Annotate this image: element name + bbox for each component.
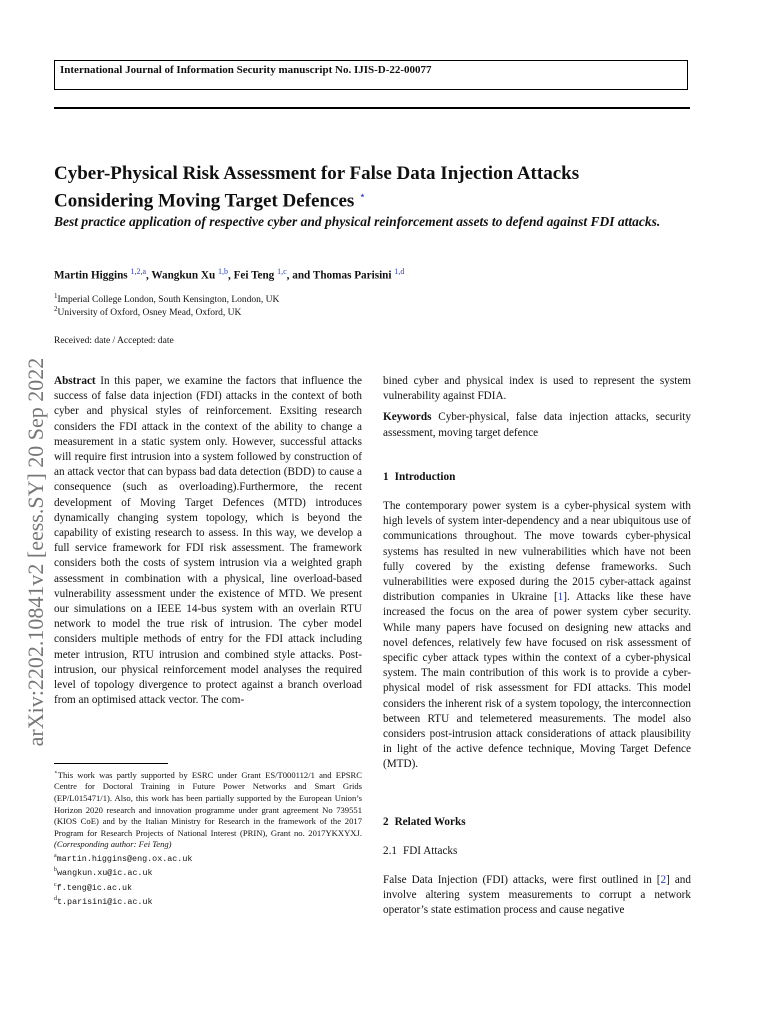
- funding-footnote: [54, 768, 362, 851]
- email-link[interactable]: martin.higgins@eng.ox.ac.uk: [56, 853, 193, 864]
- keywords-label: Keywords: [383, 411, 432, 424]
- funding-text: This work was partly supported by ESRC under Grant ES/T000112/1 and EPSRC Centre for Doctoral Training in Future Power Networks and Smart Grids (EP/L015471/1). Also, this work has been partially supported by the European Union’s Horizon 2020 research and innovation programme under grant agreement No 739551 (KIOS CoE) and by the Italian Ministry for Research in the framework of the 2017 Program for Research Projects of National Interest (PRIN), Grant no. 2017YKXYXJ.: [54, 769, 362, 838]
- author-name: Thomas Parisini: [312, 269, 392, 282]
- citation-link[interactable]: 1: [557, 591, 564, 604]
- related-works-paragraph: [383, 873, 691, 919]
- footnote-rule: [54, 763, 168, 764]
- paragraph-text: ] and involve altering system measurements to corrupt a network operator’s state estimation process and cause negative: [383, 874, 691, 917]
- subsection-number: 2.1: [383, 845, 397, 857]
- email-footnote: [54, 865, 362, 879]
- introduction-paragraph: [383, 499, 691, 773]
- affiliation-text: University of Oxford, Osney Mead, Oxford, UK: [57, 308, 242, 319]
- section-heading-related-works: [383, 816, 466, 828]
- citation-link[interactable]: 2: [660, 874, 667, 886]
- abstract-text: In this paper, we examine the factors that influence the success of false data injection (FDI) attacks in the context of both cyber and physical styles of reinforcement. Exsiting research considers the FDI attack in the context of the ability to change a measurement in a static system only. However, successful attacks will require first intrusion into a system followed by construction of an attack vector that can bypass bad data detection (BDD) to cause a consequence (such as overloading).Furthermore, the recent development of Moving Target Defences (MTD) introduces dynamically changing system topology, which is beyond the capability of existing research to assess. In this way, we develop a full service framework for FDI risk assessment. The framework considers both the costs of system intrusion via a weighted graph assessment in combination with a physical, line overload-based vulnerability assessment under the existence of MTD. We present our simulations on a IEEE 14-bus system with an overlain RTU network to model the true risk of intrusion. The cyber model considers multiple methods of entry for the FDI attack including meter intrusion, RTU intrusion and combined style attacks. Post-intrusion, our physical reinforcement model analyses the required level of topology divergence to protect against a branch overload from an optimised attack vector. The com-: [54, 375, 362, 707]
- affiliation-text: Imperial College London, South Kensington, London, UK: [57, 295, 280, 306]
- keywords-text: Cyber-physical, false data injection attacks, security assessment, moving target defence: [383, 411, 692, 439]
- author-separator: , and: [286, 269, 313, 282]
- affiliation: [54, 292, 279, 305]
- title-line-1: Cyber-Physical Risk Assessment for False Data Injection Attacks: [54, 163, 580, 184]
- footnote-mark: c: [54, 881, 57, 888]
- paper-subtitle: Best practice application of respective cyber and physical reinforcement assets to defend against FDI attacks.: [54, 214, 661, 229]
- author-separator: ,: [146, 269, 152, 282]
- footnote-mark: b: [54, 867, 57, 874]
- author-mark[interactable]: 1,b: [217, 267, 228, 276]
- paragraph-text: The contemporary power system is a cyber-physical system with high levels of system inter-dependency and a near ubiquitous use of communications throughout. The move towards cyber-physical systems has resulted in new vulnerabilities which have not been fully covered by the existing defense frameworks. Such vulnerabilities were exposed during the 2015 cyber-attack against distribution companies in Ukraine [: [383, 500, 691, 604]
- email-link[interactable]: wangkun.xu@ic.ac.uk: [57, 868, 153, 879]
- footnote-mark: ⋆: [54, 770, 58, 776]
- email-footnote: [54, 894, 362, 908]
- author-name: Martin Higgins: [54, 269, 128, 282]
- author-name: Fei Teng: [233, 269, 275, 282]
- abstract: [54, 374, 362, 708]
- section-title: Related Works: [394, 816, 466, 828]
- author-mark[interactable]: 1,2,a: [130, 267, 147, 276]
- abstract-continuation: bined cyber and physical index is used to represent the system vulnerability against FDIA.: [383, 375, 691, 403]
- author-separator: ,: [227, 269, 234, 282]
- section-title: Introduction: [394, 471, 456, 483]
- corresponding-author-note: (Corresponding author: Fei Teng): [54, 839, 172, 850]
- keywords: [383, 410, 691, 440]
- section-number: 2: [383, 816, 389, 828]
- footnote-mark: d: [54, 896, 57, 903]
- paper-title: [54, 162, 694, 212]
- author-mark[interactable]: 1,d: [394, 267, 405, 276]
- email-link[interactable]: t.parisini@ic.ac.uk: [57, 897, 153, 908]
- paragraph-text: False Data Injection (FDI) attacks, were first outlined in [: [383, 874, 661, 886]
- title-footnote-mark[interactable]: ⋆: [359, 190, 366, 202]
- affiliation-mark: 2: [54, 305, 58, 313]
- arxiv-stamp: arXiv:2202.10841v2 [eess.SY] 20 Sep 2022: [23, 357, 48, 747]
- author-mark[interactable]: 1,c: [277, 267, 287, 276]
- author-name: Wangkun Xu: [151, 269, 216, 282]
- author-list: [54, 267, 694, 282]
- header-rule: [54, 107, 690, 109]
- journal-header: International Journal of Information Security manuscript No. IJIS-D-22-00077: [54, 60, 688, 90]
- section-number: 1: [383, 471, 389, 483]
- abstract-label: Abstract: [54, 375, 96, 387]
- footnote-mark: a: [54, 853, 57, 860]
- email-link[interactable]: f.teng@ic.ac.uk: [56, 882, 133, 893]
- email-footnote: [54, 880, 362, 894]
- section-heading-introduction: [383, 471, 455, 483]
- footnotes: [54, 768, 362, 909]
- email-footnote: [54, 851, 362, 865]
- affiliation: [54, 305, 241, 318]
- subsection-title: FDI Attacks: [402, 845, 458, 857]
- affiliation-mark: 1: [54, 292, 58, 300]
- received-date: Received: date / Accepted: date: [54, 336, 174, 346]
- subsection-heading-fdi-attacks: [383, 845, 457, 857]
- abstract-continuation-block: [383, 374, 691, 441]
- paragraph-text: ]. Attacks like these have increased the focus on the area of power system cyber security. While many papers have focused on designing new attacks and novel defences, relatively few have focused on risk assessment of specific cyber attack types within the context of a cyber-physical system. The main contribution of this work is to provide a cyber-physical model of risk assessment for FDI attacks. This model considers the inherent risk of a system topology, the interconnection between RTU and telemetered measurements. The model also considers post-intrusion attack considerations of attack plausibility in light of the active defence technique, Moving Target Defence (MTD).: [383, 591, 691, 771]
- title-line-2: Considering Moving Target Defences: [54, 190, 355, 212]
